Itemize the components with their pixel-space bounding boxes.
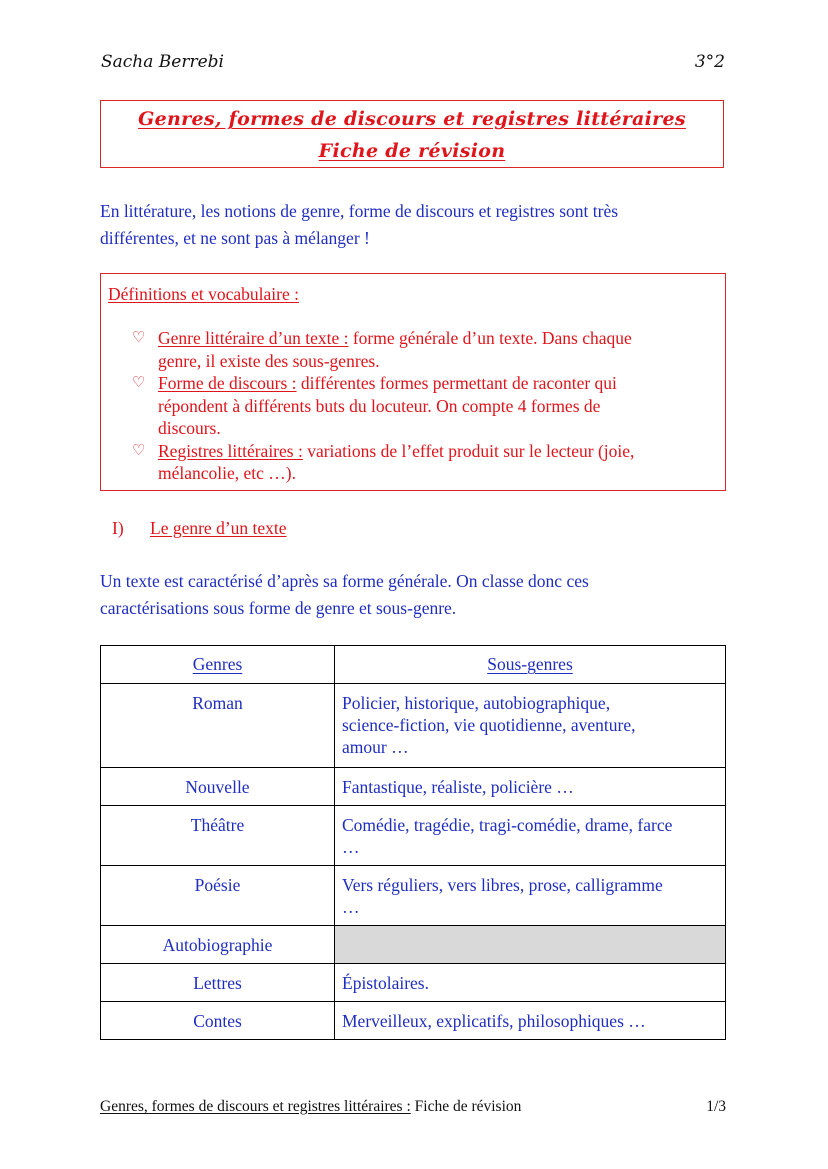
genre-cell: Contes <box>101 1002 335 1040</box>
subgenre-line: science-fiction, vie quotidienne, aventure, <box>342 715 636 735</box>
header-genres: Genres <box>101 646 335 684</box>
subgenre-line: Vers réguliers, vers libres, prose, calligramme <box>342 875 663 895</box>
section-heading <box>112 518 287 539</box>
intro-line: différentes, et ne sont pas à mélanger ! <box>100 228 370 248</box>
page-footer <box>100 1098 726 1116</box>
footer-title: Genres, formes de discours et registres littéraires : <box>100 1098 411 1115</box>
section-number: I) <box>112 518 124 538</box>
subgenre-line: … <box>342 897 360 917</box>
genres-table <box>100 645 726 1040</box>
genre-cell: Poésie <box>101 866 335 926</box>
heart-icon: ♡ <box>132 375 146 391</box>
subgenre-line: amour … <box>342 737 409 757</box>
definition-text: forme générale d’un texte. Dans chaque <box>348 328 632 348</box>
definition-text: répondent à différents buts du locuteur. On compte 4 formes de <box>158 395 601 416</box>
heart-icon: ♡ <box>132 330 146 346</box>
document-subtitle: Fiche de révision <box>318 140 506 162</box>
table-header-row <box>101 646 726 684</box>
class-label: 3°2 <box>694 52 725 72</box>
heart-icon: ♡ <box>132 442 146 459</box>
author-name: Sacha Berrebi <box>101 52 224 72</box>
definition-term: Genre littéraire d’un texte : <box>158 328 349 348</box>
subgenre-cell <box>335 684 726 768</box>
header-subgenres: Sous-genres <box>335 646 726 684</box>
genre-cell: Nouvelle <box>101 768 335 806</box>
definitions-box <box>100 273 726 491</box>
genre-cell: Roman <box>101 684 335 768</box>
definition-item <box>132 327 692 372</box>
definition-text: variations de l’effet produit sur le lecteur (joie, <box>302 440 635 461</box>
definition-text: mélancolie, etc …). <box>158 463 296 483</box>
definition-item <box>132 440 692 485</box>
subgenre-cell <box>335 768 726 806</box>
genre-cell: Théâtre <box>101 806 335 866</box>
definition-term: Registres littéraires : <box>158 440 303 461</box>
intro-line: En littérature, les notions de genre, forme de discours et registres sont très <box>100 201 619 221</box>
definition-text: genre, il existe des sous-genres. <box>158 350 380 371</box>
subgenre-line: … <box>342 837 360 857</box>
table-row <box>101 1002 726 1040</box>
definitions-title: Définitions et vocabulaire : <box>108 284 299 304</box>
definition-item <box>132 372 692 440</box>
subgenre-line: Policier, historique, autobiographique, <box>342 693 611 713</box>
table-row <box>101 684 726 768</box>
subgenre-line: Merveilleux, explicatifs, philosophiques … <box>342 1011 646 1031</box>
title-box <box>100 100 724 168</box>
definition-text: différentes formes permettant de raconter qui <box>296 373 617 393</box>
table-row <box>101 964 726 1002</box>
subgenre-line: Fantastique, réaliste, policière … <box>342 777 574 797</box>
subgenre-cell <box>335 806 726 866</box>
paragraph-line: Un texte est caractérisé d’après sa forme générale. On classe donc ces <box>100 571 589 591</box>
genre-cell: Lettres <box>101 964 335 1002</box>
subgenre-cell-empty <box>335 926 726 964</box>
document-title: Genres, formes de discours et registres littéraires <box>138 108 686 130</box>
table-row <box>101 768 726 806</box>
genre-paragraph <box>100 568 720 622</box>
table-row <box>101 926 726 964</box>
table-row <box>101 866 726 926</box>
definitions-list <box>132 327 692 485</box>
section-title: Le genre d’un texte <box>150 518 287 538</box>
table-row <box>101 806 726 866</box>
intro-paragraph <box>100 198 720 252</box>
definition-text: discours. <box>158 418 221 438</box>
subgenre-cell <box>335 866 726 926</box>
footer-subtitle: Fiche de révision <box>410 1098 522 1115</box>
page-number: 1/3 <box>706 1098 726 1115</box>
genre-cell: Autobiographie <box>101 926 335 964</box>
subgenre-cell <box>335 1002 726 1040</box>
definition-term: Forme de discours : <box>158 373 297 393</box>
subgenre-line: Épistolaires. <box>342 973 429 993</box>
subgenre-line: Comédie, tragédie, tragi-comédie, drame, farce <box>342 815 673 835</box>
paragraph-line: caractérisations sous forme de genre et sous-genre. <box>100 598 457 618</box>
subgenre-cell <box>335 964 726 1002</box>
